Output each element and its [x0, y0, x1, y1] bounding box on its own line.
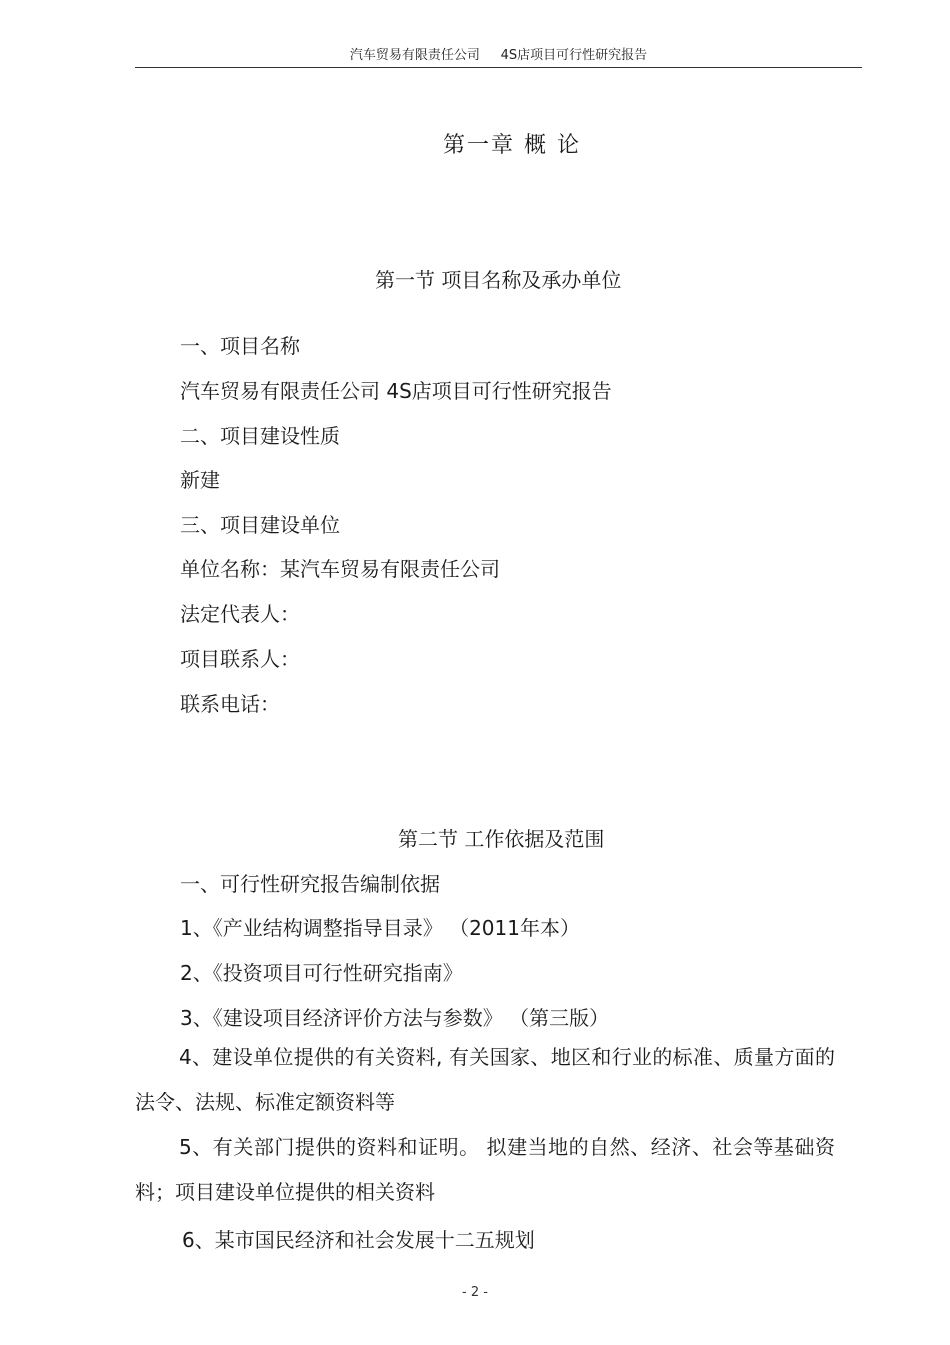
- basis-item-5: 5、有关部门提供的资料和证明。 拟建当地的自然、经济、社会等基础资料；项目建设单位提供的相关资料: [135, 1135, 835, 1204]
- basis-item-6: 6、某市国民经济和社会发展十二五规划: [182, 1228, 535, 1252]
- project-nature-value: 新建: [180, 468, 220, 492]
- page-number: - 2 -: [462, 1285, 488, 1300]
- running-header: 汽车贸易有限责任公司 4S店项目可行性研究报告: [349, 48, 648, 63]
- basis-item-2: 2、《投资项目可行性研究指南》: [180, 961, 463, 985]
- basis-heading: 一、可行性研究报告编制依据: [180, 872, 440, 896]
- basis-item-4: 4、建设单位提供的有关资料, 有关国家、地区和行业的标准、质量方面的法令、法规、标准定额资料等: [135, 1045, 835, 1114]
- item-heading-project-name: 一、项目名称: [180, 334, 300, 358]
- contact-phone-line: 联系电话：: [180, 692, 280, 716]
- item-heading-project-nature: 二、项目建设性质: [180, 424, 340, 448]
- item-heading-construction-unit: 三、项目建设单位: [180, 513, 340, 537]
- legal-representative-line: 法定代表人：: [180, 602, 300, 626]
- contact-person-line: 项目联系人：: [180, 647, 300, 671]
- section-title-1: 第一节 项目名称及承办单位: [375, 268, 622, 292]
- header-rule: [135, 67, 862, 68]
- unit-name-line: 单位名称：某汽车贸易有限责任公司: [180, 557, 500, 581]
- section-title-2: 第二节 工作依据及范围: [398, 827, 605, 851]
- chapter-title: 第一章 概 论: [443, 133, 581, 158]
- basis-item-3: 3、《建设项目经济评价方法与参数》 （第三版）: [180, 1006, 610, 1030]
- project-name-value: 汽车贸易有限责任公司 4S店项目可行性研究报告: [180, 379, 612, 403]
- basis-item-1: 1、《产业结构调整指导目录》 （2011年本）: [180, 916, 580, 940]
